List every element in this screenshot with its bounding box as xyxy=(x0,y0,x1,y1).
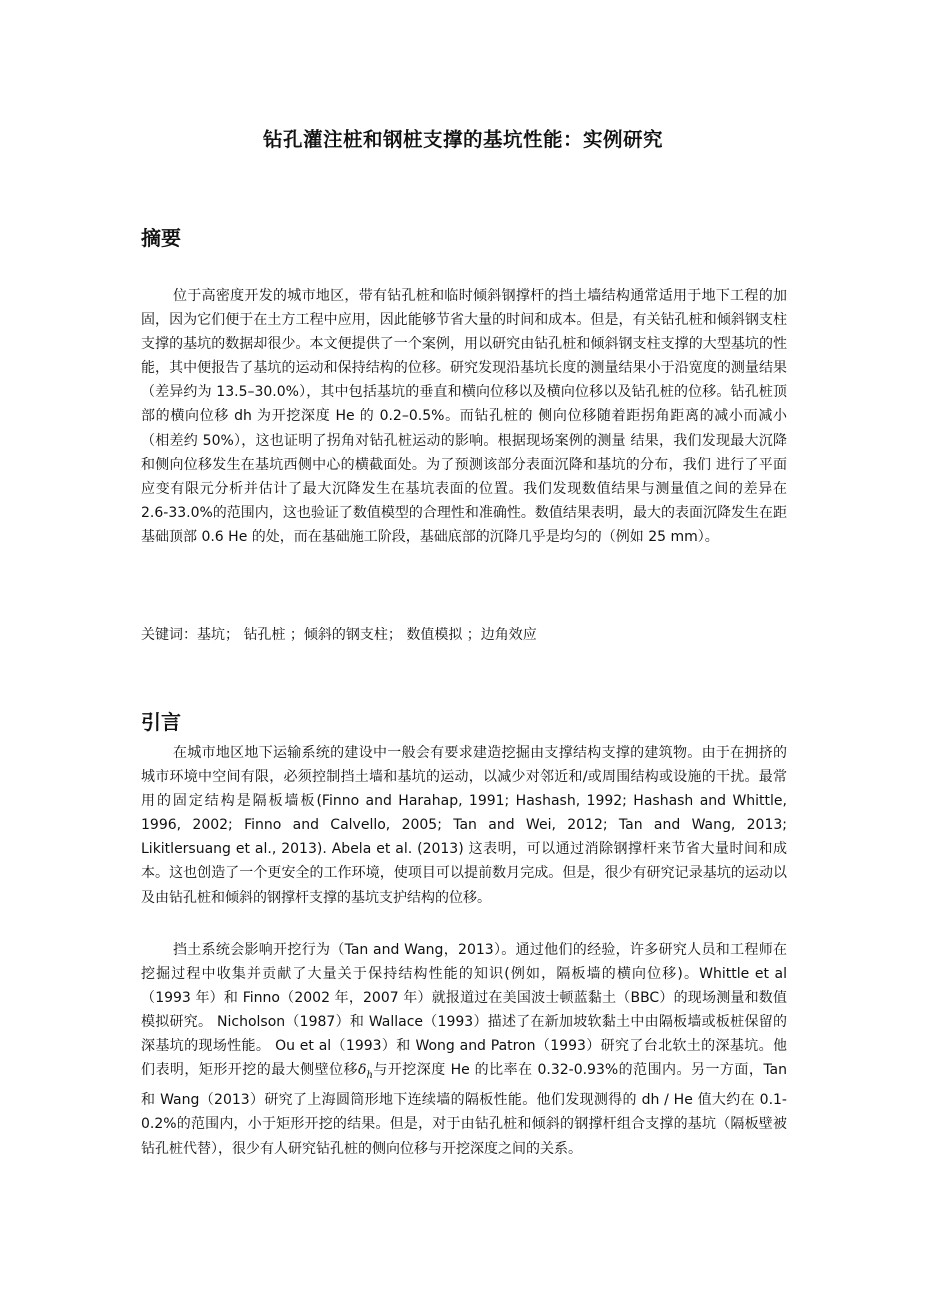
abstract-body: 位于高密度开发的城市地区，带有钻孔桩和临时倾斜钢撑杆的挡土墙结构通常适用于地下工程的加固，因为它们便于在土方工程中应用，因此能够节省大量的时间和成本。但是，有关钻孔桩和倾斜钢支柱支撑的基坑的数据却很少。本文便提供了一个案例，用以研究由钻孔桩和倾斜钢支柱支撑的大型基坑的性能，其中便报告了基坑的运动和保持结构的位移。研究发现沿基坑长度的测量结果小于沿宽度的测量结果（差异约为 13.5–30.0%），其中包括基坑的垂直和横向位移以及横向位移以及钻孔桩的位移。钻孔桩顶部的横向位移 dh 为开挖深度 He 的 0.2–0.5%。而钻孔桩的 侧向位移随着距拐角距离的减小而减小（相差约 50%），这也证明了拐角对钻孔桩运动的影响。根据现场案例的测量 结果，我们发现最大沉降和侧向位移发生在基坑西侧中心的横截面处。为了预测该部分表面沉降和基坑的分布，我们 进行了平面应变有限元分析并估计了最大沉降发生在基坑表面的位置。我们发现数值结果与测量值之间的差异在 2.6-33.0%的范围内，这也验证了数值模型的合理性和准确性。数值结果表明，最大的表面沉降发生在距基础顶部 0.6 He 的处，而在基础施工阶段，基础底部的沉降几乎是均匀的（例如 25 mm）。 xyxy=(141,288,787,545)
keywords-line: 关键词：基坑； 钻孔桩 ；倾斜的钢支柱； 数值模拟 ；边角效应 xyxy=(141,627,537,643)
introduction-paragraph-1: 在城市地区地下运输系统的建设中一般会有要求建造挖掘由支撑结构支撑的建筑物。由于在拥挤的城市环境中空间有限，必须控制挡土墙和基坑的运动，以减少对邻近和/或周围结构或设施的干扰。最常用的固定结构是隔板墙板(Finno and Harahap, 1991; Hashash, 1992; Hashash and Whittle, 1996, 2002; Finno and Calvello, 2005; Tan and Wei, 2012; Tan and Wang, 2013; Likitlersuang et al., 2013). Abela et al. (2013) 这表明，可以通过消除钢撑杆来节省大量时间和成本。这也创造了一个更安全的工作环境，使项目可以提前数月完成。但是，很少有研究记录基坑的运动以及由钻孔桩和倾斜的钢撑杆支撑的基坑支护结构的位移。 xyxy=(141,745,787,906)
delta-h-symbol xyxy=(358,1062,373,1082)
delta-letter: δ xyxy=(358,1062,367,1079)
abstract-heading: 摘要 xyxy=(141,226,181,250)
introduction-paragraph-2 xyxy=(141,938,787,1161)
paragraph-2-part-a: 挡土系统会影响开挖行为（Tan and Wang，2013）。通过他们的经验，许多研究人员和工程师在挖掘过程中收集并贡献了大量关于保持结构性能的知识(例如，隔板墙的横向位移)。Whittle et al（1993 年）和 Finno（2002 年，2007 年）就报道过在美国波士顿蓝黏土（BBC）的现场测量和数值模拟研究。 Nicholson（1987）和 Wallace（1993）描述了在新加坡软黏土中由隔板墙或板桩保留的深基坑的现场性能。 Ou et al（1993）和 Wong and Patron（1993）研究了台北软土的深基坑。他们表明，矩形开挖的最大侧壁位移 xyxy=(141,942,787,1079)
introduction-heading: 引言 xyxy=(141,710,181,734)
delta-subscript: h xyxy=(366,1070,373,1082)
paragraph-2-part-b: 与开挖深度 He 的比率在 0.32-0.93%的范围内。另一方面，Tan 和 Wang（2013）研究了上海圆筒形地下连续墙的隔板性能。他们发现测得的 dh / He 值大约在 0.1-0.2%的范围内，小于矩形开挖的结果。但是，对于由钻孔桩和倾斜的钢撑杆组合支撑的基坑（隔板壁被钻孔桩代替），很少有人研究钻孔桩的侧向位移与开挖深度之间的关系。 xyxy=(141,1062,788,1157)
paper-title: 钻孔灌注桩和钢桩支撑的基坑性能：实例研究 xyxy=(262,128,663,151)
